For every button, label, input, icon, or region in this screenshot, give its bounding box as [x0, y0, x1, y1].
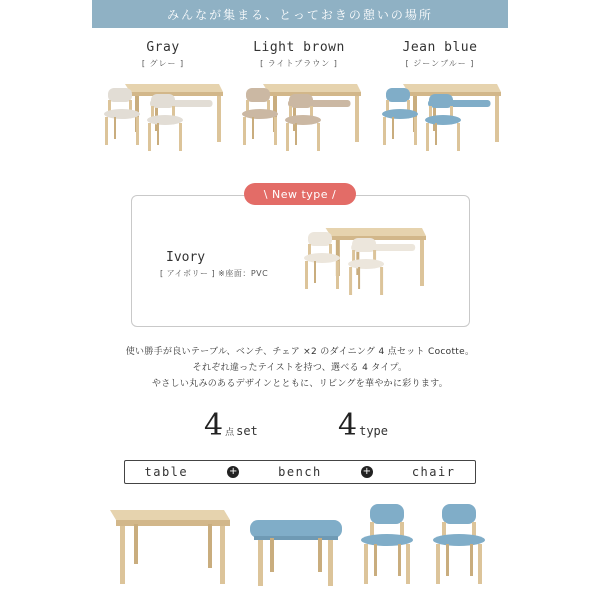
- chair-back: [151, 94, 175, 108]
- chair-leg: [252, 117, 254, 139]
- variant-light-brown: [224, 40, 374, 69]
- chair-leg: [114, 117, 116, 139]
- type-number: 4: [338, 408, 358, 443]
- chair-seat: [348, 259, 384, 269]
- variant-kana: [ ジーンブルー ]: [405, 59, 475, 68]
- table-top: [125, 84, 223, 92]
- chair-back: [386, 88, 410, 102]
- chair-seat: [242, 109, 278, 119]
- description-line: やさしい丸みのあるデザインとともに、リビングを華やかに彩ります。: [151, 379, 449, 389]
- new-type-badge-text: \ New type /: [263, 187, 337, 201]
- set-word: set: [236, 424, 258, 438]
- variant-gray: [88, 40, 238, 69]
- chair-leg: [148, 123, 151, 151]
- jean-blue-set-illustration: [378, 78, 503, 160]
- plus-icon: +: [362, 466, 371, 477]
- ivory-set-illustration: [300, 222, 428, 314]
- plus-icon: +: [228, 466, 238, 477]
- chair-leg: [136, 117, 139, 145]
- table-apron: [268, 92, 361, 96]
- combo-chair: chair: [411, 465, 456, 479]
- table-leg: [355, 96, 359, 142]
- chair-leg: [286, 123, 289, 151]
- gray-set-illustration: [100, 78, 225, 160]
- table-leg: [495, 96, 499, 142]
- combo-bench: bench: [278, 465, 322, 479]
- table-illustration: [106, 502, 234, 586]
- variant-name: Jean blue: [402, 40, 478, 55]
- top-banner: [92, 0, 508, 28]
- chair-seat: [382, 109, 418, 119]
- table-apron: [130, 92, 223, 96]
- chair-leg: [179, 123, 182, 151]
- table-apron: [331, 236, 426, 240]
- four-set-label: [204, 408, 258, 443]
- chair-leg: [295, 123, 297, 145]
- chair-leg: [392, 117, 394, 139]
- chair-seat: [147, 115, 183, 125]
- variant-name: Gray: [146, 40, 180, 55]
- description: [0, 344, 600, 392]
- chair-leg: [435, 123, 437, 145]
- table-apron: [408, 92, 501, 96]
- chair-back: [352, 238, 376, 252]
- chair-back: [108, 88, 132, 102]
- table-top: [326, 228, 426, 236]
- chair-leg: [157, 123, 159, 145]
- variant-kana: [ ライトブラウン ]: [260, 59, 338, 68]
- chair-seat: [425, 115, 461, 125]
- four-type-label: [338, 408, 388, 443]
- bench-illustration: [246, 518, 346, 588]
- set-number: 4: [204, 408, 224, 443]
- type-word: type: [359, 424, 388, 438]
- variant-name: Light brown: [253, 40, 345, 55]
- chair-leg: [426, 123, 429, 151]
- new-type-badge: [244, 183, 356, 205]
- chair-leg: [358, 267, 360, 289]
- chair-leg: [380, 267, 383, 295]
- table-leg: [420, 240, 424, 286]
- chair-leg: [274, 117, 277, 145]
- ivory-name: Ivory: [166, 250, 206, 265]
- chair-leg: [336, 261, 339, 289]
- combo-table: table: [144, 465, 189, 479]
- chair-leg: [314, 261, 316, 283]
- chair-leg: [457, 123, 460, 151]
- table-top: [403, 84, 501, 92]
- chair-illustration: [356, 502, 418, 586]
- chair-leg: [349, 267, 352, 295]
- chair-leg: [105, 117, 108, 145]
- chair-illustration: [428, 502, 490, 586]
- banner-text: みんなが集まる、とっておきの憩いの場所: [167, 7, 433, 22]
- light-brown-set-illustration: [238, 78, 363, 160]
- chair-leg: [305, 261, 308, 289]
- chair-leg: [383, 117, 386, 145]
- chair-seat: [304, 253, 340, 263]
- variant-kana: [ グレー ]: [141, 59, 185, 68]
- ivory-sub: [ アイボリー ] ※座面：PVC: [160, 269, 269, 278]
- set-composition-bar: [124, 460, 476, 484]
- variant-jean-blue: [365, 40, 515, 69]
- chair-seat: [104, 109, 140, 119]
- chair-back: [289, 94, 313, 108]
- chair-back: [308, 232, 332, 246]
- description-line: 使い勝手が良いテーブル、ベンチ、チェア ×2 のダイニング 4 点セット Cocotte。: [125, 347, 475, 357]
- chair-leg: [414, 117, 417, 145]
- chair-leg: [317, 123, 320, 151]
- chair-leg: [243, 117, 246, 145]
- table-leg: [217, 96, 221, 142]
- table-top: [263, 84, 361, 92]
- chair-seat: [285, 115, 321, 125]
- description-line: それぞれ違ったテイストを持つ、選べる 4 タイプ。: [192, 363, 408, 373]
- chair-back: [429, 94, 453, 108]
- chair-back: [246, 88, 270, 102]
- set-unit: 点: [225, 428, 235, 438]
